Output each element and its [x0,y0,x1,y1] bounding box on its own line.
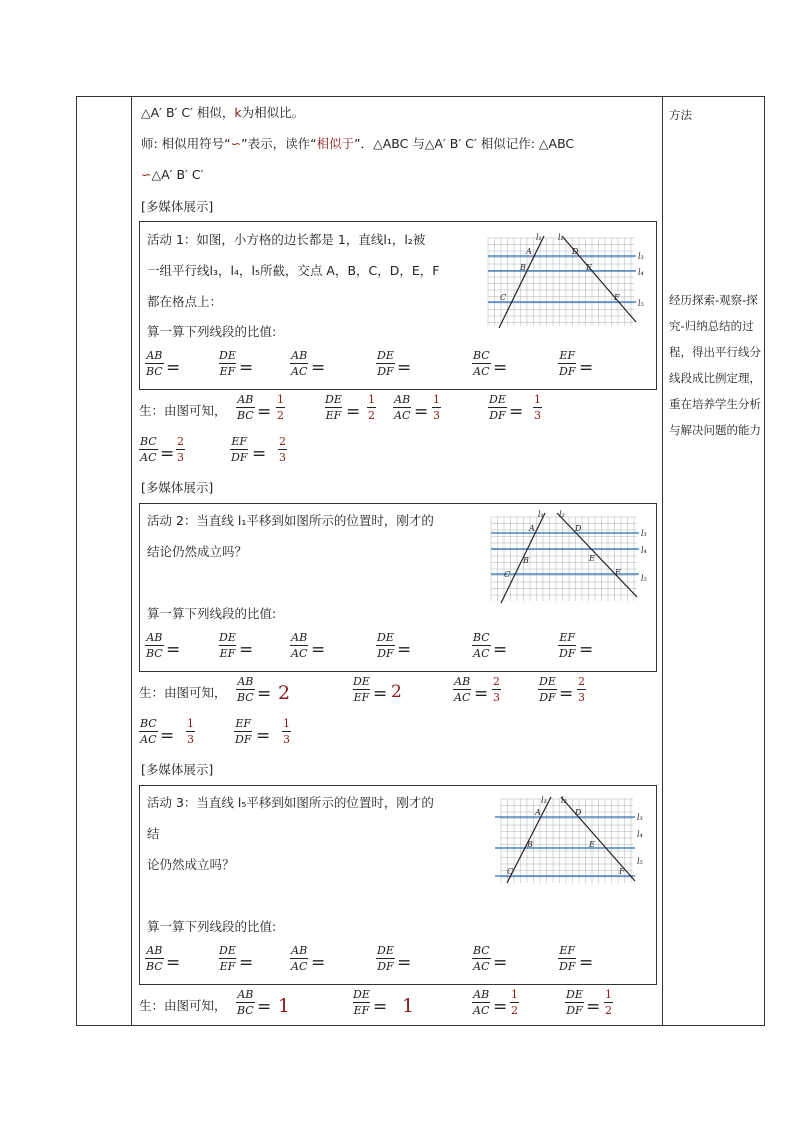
fraction-bc-ac: $\frac{BC}{AC}$ [473,349,490,378]
label-D: D [575,524,582,533]
label-l1: l₁ [536,233,542,242]
grid [488,238,634,326]
label-l2: l₂ [561,796,567,805]
answer-ef-df: 2 3 [279,435,286,464]
multimedia-label: [多媒体展示] [141,480,214,495]
side-description: 经历探索-观察-探究-归纳总结的过程，得出平行线分线段成比例定理，重在培养学生分析与解决问题的能力 [669,293,761,437]
multimedia-label: [多媒体展示] [141,762,214,777]
answer-ab-ac: 1 3 [433,393,440,422]
label-C: C [507,867,514,876]
intro-line-2 [141,138,574,151]
activity-3-text: 结 [147,826,160,841]
label-l2: l₂ [559,510,565,519]
fraction-ab-bc: $\frac{AB}{BC}$ [237,393,254,422]
answer-ab-ac: 2 3 [493,675,500,704]
figure-activity-3 [493,793,651,887]
equals-sign: = [257,402,272,422]
intro-text: △A′ B′ C′ 相似， [141,105,235,120]
fraction-bc-ac: $\frac{BC}{AC}$ [140,435,157,464]
answer-de-ef: 1 2 [368,393,375,422]
equals-sign: = [239,953,254,973]
fraction-de-df: $\frac{DE}{DF}$ [377,349,394,378]
equals-sign: = [493,358,508,378]
fraction-de-ef: $\frac{DE}{EF}$ [219,631,236,660]
fraction-ef-df: $\frac{EF}{DF}$ [231,435,248,464]
equals-sign: = [397,358,412,378]
fraction-ab-ac: $\frac{AB}{AC}$ [454,675,471,704]
column-divider [131,97,132,1025]
fraction-ab-bc: $\frac{AB}{BC}$ [237,988,254,1017]
activity-1-text: 活动 1：如图，小方格的边长都是 1，直线l₁，l₂被 [147,232,426,247]
answer-de-df: 1 3 [534,393,541,422]
label-l5: l₅ [638,299,644,308]
equals-sign: = [257,997,272,1017]
fraction-ab-ac: $\frac{AB}{AC}$ [291,631,308,660]
ratio-prompt: 算一算下列线段的比值: [147,606,277,621]
equals-sign: = [414,402,429,422]
equals-sign: = [239,358,254,378]
equals-sign: = [474,684,489,704]
activity-1-text: 都在格点上： [147,294,223,309]
label-E: E [589,840,595,849]
equals-sign: = [493,953,508,973]
label-D: D [575,808,582,817]
answer-de-df: 2 3 [578,675,585,704]
equals-sign: = [239,640,254,660]
multimedia-label: [多媒体展示] [141,199,214,214]
equals-sign: = [397,640,412,660]
equals-sign: = [166,640,181,660]
label-l5: l₅ [637,857,643,866]
label-l4: l₄ [637,830,643,839]
label-F: F [615,568,621,577]
answer-ab-bc: 1 2 [277,393,284,422]
answer-ab-bc: 2 [278,682,291,704]
answer-bc-ac: 2 3 [177,435,184,464]
fraction-ef-df: $\frac{EF}{DF}$ [559,631,576,660]
grid [501,799,633,883]
label-B: B [527,840,533,849]
column-divider [662,97,663,1025]
equals-sign: = [493,997,508,1017]
fraction-de-df: $\frac{DE}{DF}$ [377,944,394,973]
equals-sign: = [509,402,524,422]
grid [491,517,637,601]
equals-sign: = [579,953,594,973]
equals-sign: = [160,444,175,464]
answer-ef-df: 1 3 [283,717,290,746]
fraction-ef-df: $\frac{EF}{DF}$ [235,717,252,746]
activity-3-text: 活动 3：当直线 l₅平移到如图所示的位置时，刚才的 [147,795,434,810]
label-l4: l₄ [638,268,644,277]
equals-sign: = [373,684,388,704]
intro-text: ”．△ABC 与△A′ B′ C′ 相似记作: △ABC [354,136,575,151]
ratio-k: k [234,105,242,120]
label-F: F [619,867,625,876]
fraction-ab-ac: $\frac{AB}{AC}$ [394,393,411,422]
intro-line-3 [141,169,203,182]
equals-sign: = [373,997,388,1017]
fraction-de-df: $\frac{DE}{DF}$ [377,631,394,660]
label-l3: l₃ [637,813,643,822]
fraction-de-ef: $\frac{DE}{EF}$ [219,944,236,973]
ratio-prompt: 算一算下列线段的比值: [147,919,277,934]
fraction-bc-ac: $\frac{BC}{AC}$ [140,717,157,746]
equals-sign: = [166,358,181,378]
equals-sign: = [579,640,594,660]
fraction-de-ef: $\frac{DE}{EF}$ [353,675,370,704]
answer-ab-ac: 1 2 [511,988,518,1017]
label-l1: l₁ [541,796,547,805]
activity-1-text: 一组平行线l₃，l₄，l₅所截，交点 A，B，C，D，E，F [147,263,440,278]
fraction-de-df: $\frac{DE}{DF}$ [566,988,583,1017]
fraction-de-ef: $\frac{DE}{EF}$ [353,988,370,1017]
equals-sign: = [311,640,326,660]
equals-sign: = [346,402,361,422]
fraction-ab-bc: $\frac{AB}{BC}$ [146,349,163,378]
answer-ab-bc: 1 [278,995,291,1017]
student-answer-label: 生：由图可知， [139,998,227,1013]
student-answer-label: 生：由图可知， [139,403,227,418]
equals-sign: = [311,953,326,973]
equals-sign: = [311,358,326,378]
label-B: B [520,263,526,272]
label-D: D [572,247,579,256]
label-A: A [535,808,541,817]
fraction-bc-ac: $\frac{BC}{AC}$ [473,631,490,660]
answer-de-ef: 2 [391,682,402,702]
fraction-ab-bc: $\frac{AB}{BC}$ [146,944,163,973]
fraction-ab-ac: $\frac{AB}{AC}$ [473,988,490,1017]
equals-sign: = [559,684,574,704]
activity-2-text: 结论仍然成立吗？ [147,544,248,559]
equals-sign: = [166,953,181,973]
label-B: B [523,556,529,565]
equals-sign: = [257,684,272,704]
label-C: C [500,293,507,302]
intro-text: ”表示，读作“ [241,136,317,151]
label-l1: l₁ [538,510,544,519]
fraction-de-df: $\frac{DE}{DF}$ [539,675,556,704]
fraction-bc-ac: $\frac{BC}{AC}$ [473,944,490,973]
label-C: C [504,570,511,579]
label-l4: l₄ [641,546,647,555]
figure-activity-2 [489,509,649,605]
student-answer-label: 生：由图可知， [139,685,227,700]
fraction-de-df: $\frac{DE}{DF}$ [489,393,506,422]
intro-text: 师: 相似用符号“ [141,136,231,151]
label-A: A [526,247,532,256]
figure-activity-1 [486,232,646,330]
similar-reading: 相似于 [316,136,355,151]
fraction-ab-ac: $\frac{AB}{AC}$ [291,944,308,973]
fraction-ab-ac: $\frac{AB}{AC}$ [291,349,308,378]
similar-symbol: ∽ [141,167,152,182]
label-l2: l₂ [558,233,564,242]
fraction-de-ef: $\frac{DE}{EF}$ [325,393,342,422]
intro-line-1 [141,107,304,120]
answer-de-ef: 1 [402,995,415,1017]
equals-sign: = [160,726,175,746]
label-l3: l₃ [641,529,647,538]
line-l1 [499,236,544,328]
label-A: A [529,524,535,533]
label-F: F [614,293,620,302]
label-l5: l₅ [641,574,647,583]
similar-symbol: ∽ [230,136,242,151]
fraction-de-ef: $\frac{DE}{EF}$ [219,349,236,378]
intro-text: △A′ B′ C′ [151,167,204,182]
activity-2-text: 活动 2：当直线 l₁平移到如图所示的位置时，刚才的 [147,513,434,528]
fraction-ef-df: $\frac{EF}{DF}$ [559,349,576,378]
activity-3-text: 论仍然成立吗？ [147,857,235,872]
fraction-ab-bc: $\frac{AB}{BC}$ [237,675,254,704]
label-l3: l₃ [638,252,644,261]
equals-sign: = [256,726,271,746]
equals-sign: = [579,358,594,378]
equals-sign: = [586,997,601,1017]
side-method: 方法 [669,108,692,122]
answer-de-df: 1 2 [605,988,612,1017]
equals-sign: = [493,640,508,660]
equals-sign: = [397,953,412,973]
label-E: E [586,263,592,272]
intro-text: 为相似比。 [241,105,305,120]
equals-sign: = [252,444,267,464]
label-E: E [589,554,595,563]
ratio-prompt: 算一算下列线段的比值: [147,324,277,339]
fraction-ab-bc: $\frac{AB}{BC}$ [146,631,163,660]
fraction-ef-df: $\frac{EF}{DF}$ [559,944,576,973]
answer-bc-ac: 1 3 [187,717,194,746]
